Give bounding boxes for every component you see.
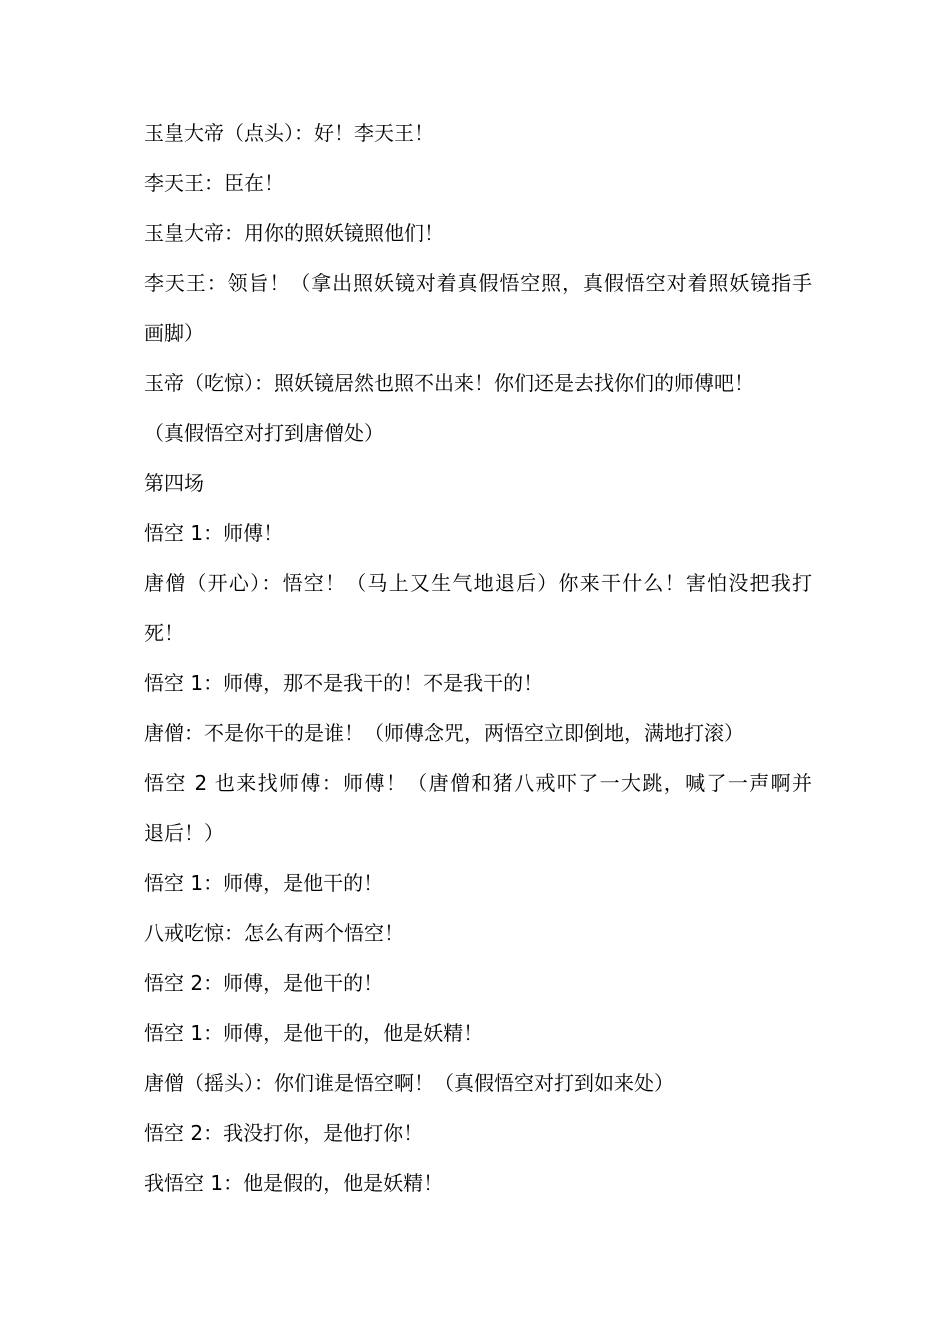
dialogue-line: 八戒吃惊：怎么有两个悟空！ <box>144 921 404 945</box>
script-text <box>144 108 812 1208</box>
dialogue-line: 唐僧（摇头）：你们谁是悟空啊！（真假悟空对打到如来处） <box>144 1071 674 1095</box>
scene-heading: 第四场 <box>144 471 204 495</box>
dialogue-line: 唐僧（开心）：悟空！（马上又生气地退后）你来干什么！害怕没把我打 <box>144 571 812 595</box>
dialogue-line: 李天王：臣在！ <box>144 171 284 195</box>
dialogue-line: 悟空 1：师傅，是他干的！ <box>144 871 384 895</box>
dialogue-line: 玉皇大帝：用你的照妖镜照他们！ <box>144 221 444 245</box>
dialogue-line: 玉皇大帝（点头）：好！李天王！ <box>144 121 434 145</box>
dialogue-line: 退后！） <box>144 821 224 845</box>
dialogue-line: 悟空 2：师傅，是他干的！ <box>144 971 384 995</box>
dialogue-line: 我悟空 1：他是假的，他是妖精！ <box>144 1171 444 1195</box>
dialogue-line: 死！ <box>144 621 184 645</box>
dialogue-line: 悟空 2 也来找师傅：师傅！（唐僧和猪八戒吓了一大跳，喊了一声啊并 <box>144 771 812 795</box>
stage-direction: （真假悟空对打到唐僧处） <box>144 421 384 445</box>
dialogue-line: 悟空 1：师傅！ <box>144 521 284 545</box>
dialogue-line: 李天王：领旨！（拿出照妖镜对着真假悟空照，真假悟空对着照妖镜指手 <box>144 271 812 295</box>
dialogue-line: 唐僧：不是你干的是谁！（师傅念咒，两悟空立即倒地，满地打滚） <box>144 721 744 745</box>
dialogue-line: 悟空 1：师傅，那不是我干的！不是我干的！ <box>144 671 544 695</box>
dialogue-line: 画脚） <box>144 321 204 345</box>
dialogue-line: 玉帝（吃惊）：照妖镜居然也照不出来！你们还是去找你们的师傅吧！ <box>144 371 754 395</box>
dialogue-line: 悟空 1：师傅，是他干的，他是妖精！ <box>144 1021 484 1045</box>
dialogue-line: 悟空 2：我没打你，是他打你！ <box>144 1121 424 1145</box>
